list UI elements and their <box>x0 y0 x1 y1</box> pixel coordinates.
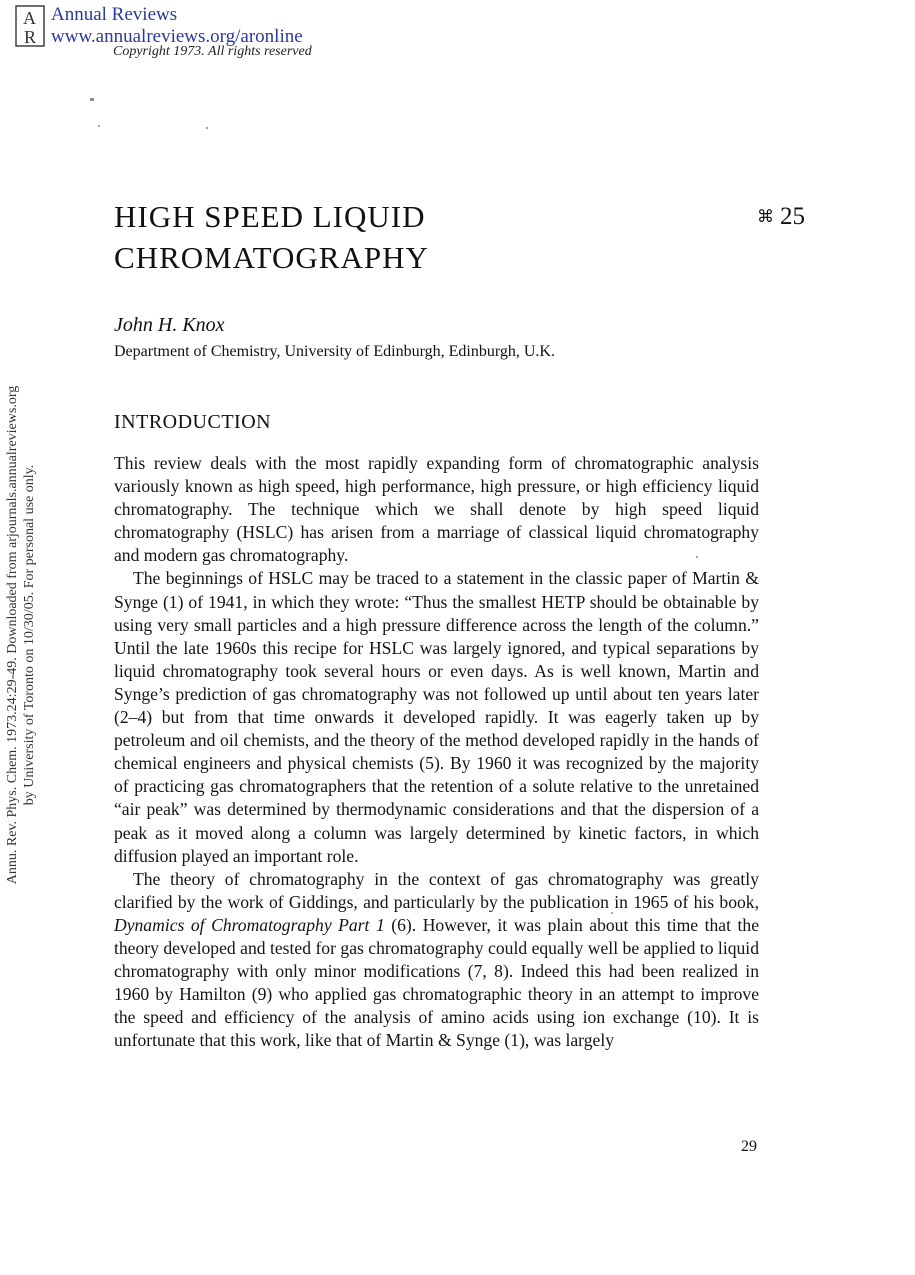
paragraph-3-end: (6). However, it was plain about this time that the theory developed and tested for gas chromatography could equally well be applied to liquid chromatography with only minor modifications (7, 8). Indeed this had been realized in 1960 by Hamilton (9) who applied gas chromatographic theory in an attempt to improve the speed and efficiency of the analysis of amino acids using ion exchange (10). It is unfortunate that this work, like that of Martin & Synge (1), was largely <box>114 914 760 1051</box>
paragraph-3-start: The theory of chromatography in the context of gas chromatography was greatly clarified by the work of Giddings, and particularly by the publication in 1965 of his book, <box>114 868 759 912</box>
annual-reviews-logo <box>15 5 45 47</box>
paragraph-3 <box>114 868 759 1053</box>
article-title <box>114 196 674 278</box>
scan-speck <box>98 125 100 127</box>
page-number: 29 <box>741 1138 757 1155</box>
scan-speck <box>206 127 208 129</box>
chapter-number-value: 25 <box>780 203 805 230</box>
publisher-url-link[interactable]: www.annualreviews.org/aronline <box>51 26 303 47</box>
publisher-name[interactable]: Annual Reviews <box>51 4 178 25</box>
section-heading-introduction: INTRODUCTION <box>114 411 272 433</box>
download-watermark <box>4 335 44 935</box>
paragraph-1: This review deals with the most rapidly expanding form of chromatographic analysis variously known as high speed, high performance, high pressure, or high efficiency liquid chromatography. The technique which we shall denote by high speed liquid chromatography (HSLC) has arisen from a marriage of classical liquid chromatography and modern gas chromatography. <box>114 453 759 566</box>
author-affiliation: Department of Chemistry, University of Edinburgh, Edinburgh, U.K. <box>114 343 555 360</box>
chapter-number <box>757 203 805 231</box>
paragraph-2: The beginnings of HSLC may be traced to a statement in the classic paper of Martin & Synge (1) of 1941, in which they wrote: “Thus the smallest HETP should be obtainable by using very small particles and a high pressure difference across the length of the column.” Until the late 1960s this recipe for HSLC was largely ignored, and typical separations by liquid chromatography took several hours or even days. As is well known, Martin and Synge’s prediction of gas chromatography was not followed up until about ten years later (2–4) but from that time onwards it developed rapidly. It was eagerly taken up by petroleum and oil chemists, and the theory of the method developed rapidly in the hands of chemical engineers and physical chemists (5). By 1960 it was recognized by the majority of practicing gas chromatographers that the retention of a solute relative to the unretained “air peak” was determined by thermodynamic considerations and that the dispersion of a peak as it moved along a column was largely determined by kinetic factors, in which diffusion played an important role. <box>114 568 759 866</box>
watermark-line-2: by University of Toronto on 10/30/05. For personal use only. <box>22 464 37 806</box>
article-body <box>114 452 759 1052</box>
title-line-2: CHROMATOGRAPHY <box>114 240 429 275</box>
copyright-notice: Copyright 1973. All rights reserved <box>113 44 312 59</box>
chapter-mark-icon: ⌘ <box>757 207 774 227</box>
publisher-block <box>51 4 303 47</box>
book-title: Dynamics of Chromatography Part 1 <box>114 914 385 935</box>
watermark-line-1: Annu. Rev. Phys. Chem. 1973.24:29-49. Downloaded from arjournals.annualreviews.org <box>5 385 20 885</box>
svg-text:A: A <box>23 8 36 28</box>
svg-text:R: R <box>24 27 37 47</box>
title-line-1: HIGH SPEED LIQUID <box>114 199 426 234</box>
author-name: John H. Knox <box>114 314 225 336</box>
scan-speck <box>90 98 94 101</box>
